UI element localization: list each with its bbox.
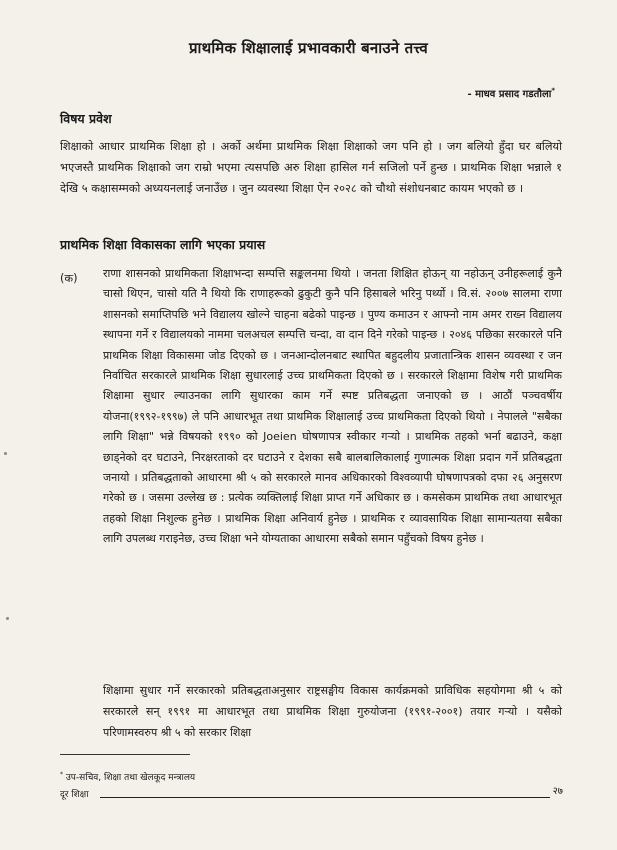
intro-heading: विषय प्रवेश bbox=[60, 111, 112, 126]
author-line bbox=[467, 86, 555, 100]
list-item-marker: (क) bbox=[60, 272, 78, 285]
page-number: २७ bbox=[552, 786, 563, 797]
footnote-mark: * bbox=[60, 771, 63, 778]
efforts-heading: प्राथमिक शिक्षा विकासका लागि भएका प्रयास bbox=[60, 237, 266, 252]
scan-speck bbox=[6, 617, 9, 620]
intro-paragraph: शिक्षाको आधार प्राथमिक शिक्षा हो । अर्को अर्थमा प्राथमिक शिक्षा शिक्षाको जग पनि हो । जग बलियो हुँदा घर बलियो भएजस्तै प्राथमिक शिक्षाको जग राम्रो भएमा त्यसपछि अरु शिक्षा हासिल गर्न सजिलो पर्ने हुन्छ । प्राथमिक शिक्षा भन्नाले १ देखि ५ कक्षासम्मको अध्ययनलाई जनाउँछ । जुन व्यवस्था शिक्षा ऐन २०२८ को चौथो संशोधनबाट कायम भएको छ । bbox=[60, 140, 562, 195]
footnote-text: उप-सचिव, शिक्षा तथा खेलकूद मन्त्रालय bbox=[65, 773, 196, 783]
footer-journal-name: दूर शिक्षा bbox=[60, 790, 89, 800]
scan-speck bbox=[4, 452, 7, 455]
continuation-paragraph: शिक्षामा सुधार गर्ने सरकारको प्रतिबद्धताअनुसार राष्ट्रसङ्घीय विकास कार्यक्रमको प्राविधिक सहयोगमा श्री ५ को सरकारले सन् १९९१ मा आधारभूत तथा प्राथमिक शिक्षा गुरुयोजना (१९९१-२००१) तयार गऱ्यो । यसैको परिणामस्वरुप श्री ५ को सरकार शिक्षा bbox=[103, 684, 562, 739]
author-name: - माधव प्रसाद गडतौला bbox=[467, 89, 552, 100]
list-item-paragraph: राणा शासनको प्राथमिकता शिक्षाभन्दा सम्पत्ति सङ्कलनमा थियो । जनता शिक्षित होऊन् या नहोऊन् उनीहरूलाई कुनै चासो थिएन, चासो यति नै थियो कि राणाहरूको ढुकुटी कुनै पनि हिसाबले भरिनु पर्थ्यो । वि.सं. २००७ सालमा राणा शासनको समाप्तिपछि भने विद्यालय खोल्ने चाहना बढेको पाइन्छ । पुण्य कमाउन र आफ्नो नाम अमर राख्न विद्यालय स्थापना गर्ने र विद्यालयको नाममा चलअचल सम्पत्ति चन्दा, वा दान दिने गरेको पाइन्छ । २०४६ पछिका सरकारले पनि प्राथमिक शिक्षा विकासमा जोड दिएको छ । जनआन्दोलनबाट स्थापित बहुदलीय प्रजातान्त्रिक शासन व्यवस्था र जन निर्वाचित सरकारले प्राथमिक शिक्षा सुधारलाई उच्च प्राथमिकता दिएको छ । सरकारले शिक्षामा विशेष गरी प्राथमिक शिक्षामा सुधार ल्याउनका लागि सुधारका काम गर्ने स्पष्ट प्रतिबद्धता जनाएको छ । आठौं पञ्चवर्षीय योजना(१९९२-१९९७) ले पनि आधारभूत तथा प्राथमिक शिक्षालाई उच्च प्राथमिकता दिएको थियो । नेपालले "सबैका लागि शिक्षा" भन्ने विषयको १९९० को Joeien घोषणापत्र स्वीकार गऱ्यो । प्राथमिक तहको भर्ना बढाउने, कक्षा छाड्नेको दर घटाउने, निरक्षरताको दर घटाउने र देशका सबै बालबालिकालाई गुणात्मक शिक्षा प्रदान गर्ने प्रतिबद्धता जनायो । प्रतिबद्धताको आधारमा श्री ५ को सरकारले मानव अधिकारको विश्वव्यापी घोषणापत्रको दफा २६ अनुसरण गरेको छ । जसमा उल्लेख छ : प्रत्येक व्यक्तिलाई शिक्षा प्राप्त गर्ने अधिकार छ । कमसेकम प्राथमिक तथा आधारभूत तहको शिक्षा निशुल्क हुनेछ । प्राथमिक शिक्षा अनिवार्य हुनेछ । प्राथमिक र व्यावसायिक शिक्षा सामान्यतया सबैका लागि उपलब्ध गराइनेछ, उच्च शिक्षा भने योग्यताका आधारमा सबैको समान पहुँचको विषय हुनेछ । bbox=[103, 267, 562, 546]
footer-divider bbox=[100, 797, 550, 798]
author-footnote-mark: * bbox=[551, 86, 555, 95]
footnote bbox=[60, 770, 195, 783]
page-title: प्राथमिक शिक्षालाई प्रभावकारी बनाउने तत्त्व bbox=[189, 39, 428, 57]
footnote-divider bbox=[60, 754, 190, 755]
